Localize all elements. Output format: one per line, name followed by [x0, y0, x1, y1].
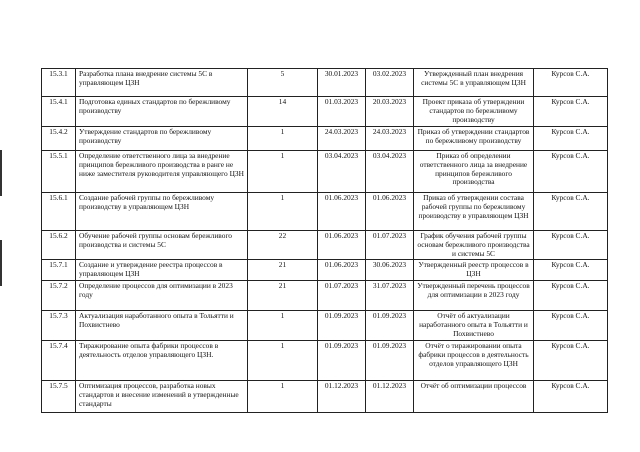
task-name: Оптимизация процессов, разработка новых стандартов и внесение изменений в утвержденные стандарты: [76, 381, 248, 413]
row-number: 15.5.1: [42, 150, 76, 192]
task-quantity: 21: [248, 281, 318, 311]
task-name: Актуализация наработанного опыта в Тольятти и Похвистнево: [76, 311, 248, 341]
end-date: 30.06.2023: [366, 260, 414, 281]
task-quantity: 1: [248, 341, 318, 381]
responsible-person: Курсов С.А.: [534, 97, 608, 127]
end-date: 01.06.2023: [366, 192, 414, 230]
task-quantity: 21: [248, 260, 318, 281]
table-row: [42, 126, 608, 150]
start-date: 01.06.2023: [318, 260, 366, 281]
end-date: 03.02.2023: [366, 69, 414, 97]
plan-table: [41, 68, 608, 413]
task-name: Подготовка единых стандартов по бережливому производству: [76, 97, 248, 127]
task-name: Создание рабочей группы по бережливому производству в управляющем ЦЗН: [76, 192, 248, 230]
end-date: 20.03.2023: [366, 97, 414, 127]
row-number: 15.7.5: [42, 381, 76, 413]
start-date: 30.01.2023: [318, 69, 366, 97]
task-result: Приказ об утверждении состава рабочей группы по бережливому производству в управляющем ЦЗН: [414, 192, 534, 230]
responsible-person: Курсов С.А.: [534, 126, 608, 150]
table-row: [42, 69, 608, 97]
table-row: [42, 192, 608, 230]
start-date: 01.09.2023: [318, 341, 366, 381]
table-row: [42, 281, 608, 311]
task-name: Определение ответственного лица за внедрение принципов бережливого производства в ранге не ниже заместителя руководителя управляющего ЦЗН: [76, 150, 248, 192]
table-row: [42, 381, 608, 413]
task-name: Утверждение стандартов по бережливому производству: [76, 126, 248, 150]
scan-edge-mark: [0, 240, 2, 286]
start-date: 03.04.2023: [318, 150, 366, 192]
responsible-person: Курсов С.А.: [534, 311, 608, 341]
task-result: Утвержденный реестр процессов в ЦЗН: [414, 260, 534, 281]
row-number: 15.7.4: [42, 341, 76, 381]
task-name: Определение процессов для оптимизации в 2023 году: [76, 281, 248, 311]
task-result: Проект приказа об утверждении стандартов по бережливому производству: [414, 97, 534, 127]
task-quantity: 1: [248, 192, 318, 230]
task-result: Приказ об утверждении стандартов по бережливому производству: [414, 126, 534, 150]
end-date: 31.07.2023: [366, 281, 414, 311]
task-quantity: 5: [248, 69, 318, 97]
task-result: Утвержденный перечень процессов для оптимизации в 2023 году: [414, 281, 534, 311]
row-number: 15.6.1: [42, 192, 76, 230]
table-row: [42, 230, 608, 260]
task-result: Отчёт об оптимизации процессов: [414, 381, 534, 413]
table-row: [42, 311, 608, 341]
task-name: Разработка плана внедрение системы 5С в управляющем ЦЗН: [76, 69, 248, 97]
task-name: Обучение рабочей группы основам бережливого производства и системы 5С: [76, 230, 248, 260]
responsible-person: Курсов С.А.: [534, 260, 608, 281]
end-date: 01.07.2023: [366, 230, 414, 260]
responsible-person: Курсов С.А.: [534, 69, 608, 97]
row-number: 15.6.2: [42, 230, 76, 260]
row-number: 15.4.2: [42, 126, 76, 150]
task-result: Приказ об определении ответственного лица за внедрение принципов бережливого производства: [414, 150, 534, 192]
table-row: [42, 97, 608, 127]
task-quantity: 1: [248, 150, 318, 192]
task-quantity: 1: [248, 381, 318, 413]
end-date: 01.09.2023: [366, 311, 414, 341]
responsible-person: Курсов С.А.: [534, 230, 608, 260]
task-result: Отчёт об актуализации наработанного опыта в Тольятти и Похвистнево: [414, 311, 534, 341]
task-name: Тиражирование опыта фабрики процессов в деятельность отделов управляющего ЦЗН.: [76, 341, 248, 381]
start-date: 01.09.2023: [318, 311, 366, 341]
row-number: 15.3.1: [42, 69, 76, 97]
responsible-person: Курсов С.А.: [534, 381, 608, 413]
row-number: 15.4.1: [42, 97, 76, 127]
task-name: Создание и утверждение реестра процессов в управляющем ЦЗН: [76, 260, 248, 281]
start-date: 24.03.2023: [318, 126, 366, 150]
scan-edge-mark: [0, 150, 2, 196]
task-quantity: 1: [248, 126, 318, 150]
row-number: 15.7.3: [42, 311, 76, 341]
responsible-person: Курсов С.А.: [534, 281, 608, 311]
task-result: Утвержденный план внедрения системы 5С в управляющем ЦЗН: [414, 69, 534, 97]
row-number: 15.7.1: [42, 260, 76, 281]
end-date: 01.12.2023: [366, 381, 414, 413]
responsible-person: Курсов С.А.: [534, 192, 608, 230]
task-quantity: 22: [248, 230, 318, 260]
responsible-person: Курсов С.А.: [534, 150, 608, 192]
row-number: 15.7.2: [42, 281, 76, 311]
start-date: 01.07.2023: [318, 281, 366, 311]
task-quantity: 14: [248, 97, 318, 127]
table-row: [42, 260, 608, 281]
table-row: [42, 341, 608, 381]
table-row: [42, 150, 608, 192]
end-date: 03.04.2023: [366, 150, 414, 192]
task-result: График обучения рабочей группы основам бережливого производства и системы 5С: [414, 230, 534, 260]
start-date: 01.06.2023: [318, 192, 366, 230]
end-date: 24.03.2023: [366, 126, 414, 150]
task-result: Отчёт о тиражировании опыта фабрики процессов в деятельность отделов управляющего ЦЗН: [414, 341, 534, 381]
start-date: 01.12.2023: [318, 381, 366, 413]
start-date: 01.06.2023: [318, 230, 366, 260]
end-date: 01.09.2023: [366, 341, 414, 381]
task-quantity: 1: [248, 311, 318, 341]
start-date: 01.03.2023: [318, 97, 366, 127]
responsible-person: Курсов С.А.: [534, 341, 608, 381]
